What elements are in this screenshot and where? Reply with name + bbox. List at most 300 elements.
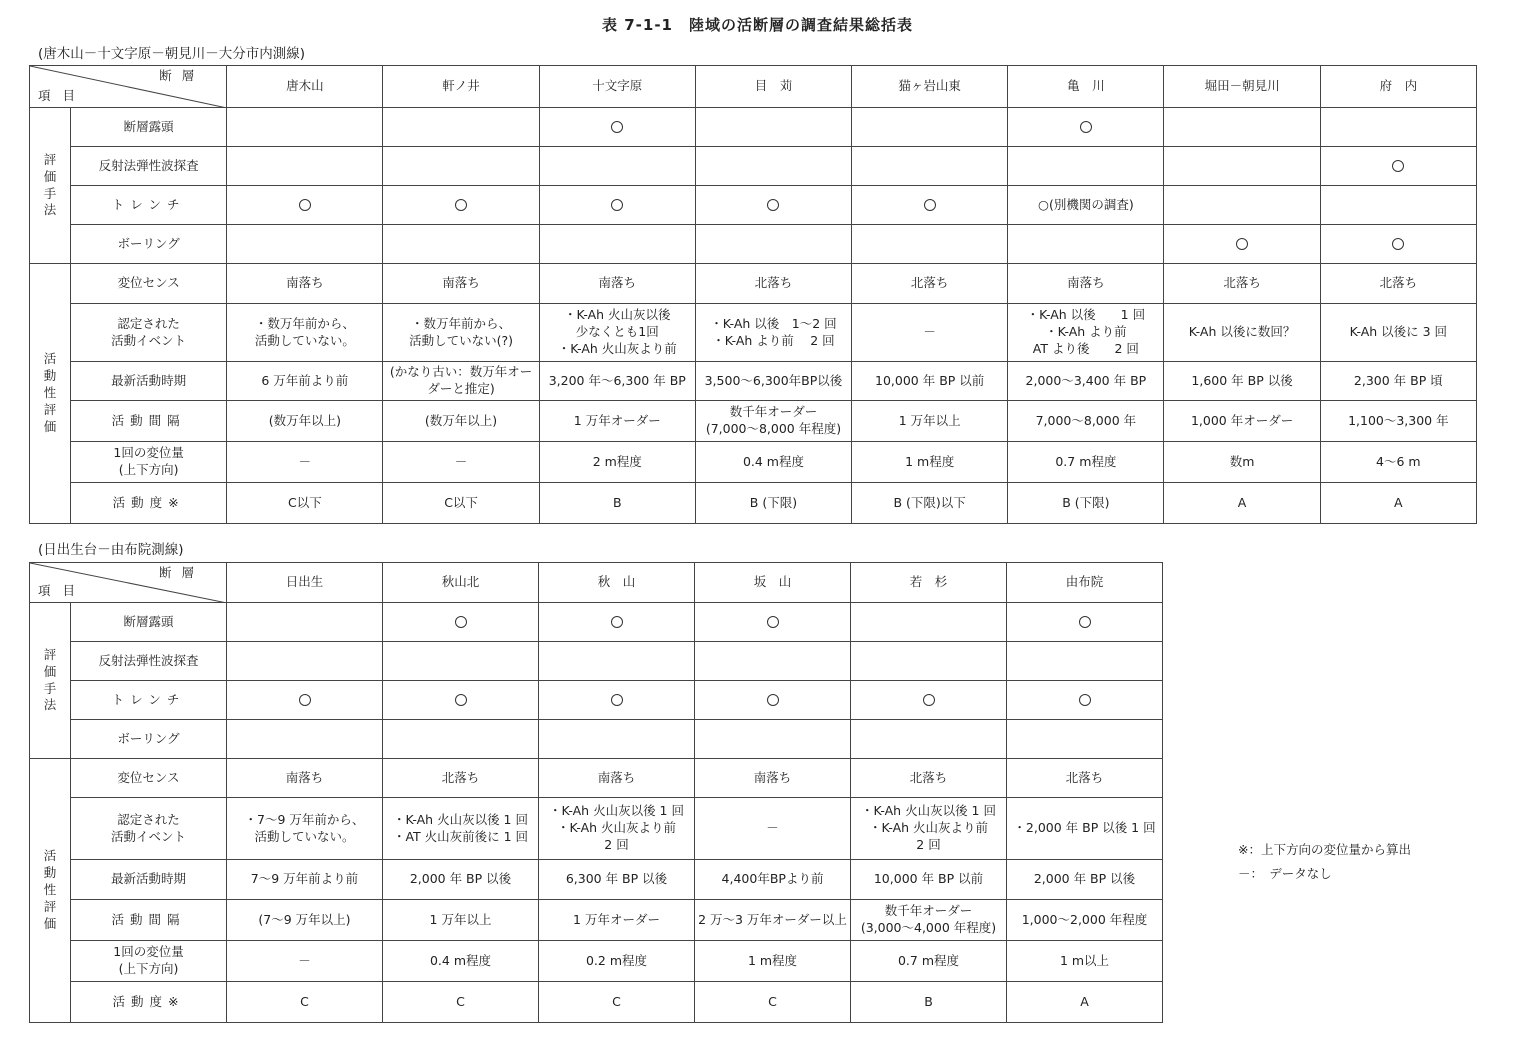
row-label-activity <box>71 982 227 1023</box>
cell-seismic <box>383 147 539 186</box>
cell-displacement <box>1320 442 1476 483</box>
row-label-text: 最新活動時期 <box>111 372 187 388</box>
group-label-text: 活動性評価 <box>43 848 57 931</box>
cell-events <box>539 798 695 860</box>
cell-boring <box>1320 225 1476 264</box>
row-label-seismic <box>71 642 227 681</box>
cell-text: 2,000 年 BP 以後 <box>409 871 512 887</box>
cell-text: A <box>1080 993 1089 1009</box>
row-boring <box>30 720 1163 759</box>
cell-text: 2 m程度 <box>592 453 642 469</box>
cell-text: 数m <box>1229 453 1255 469</box>
cell-text: 1 万年オーダー <box>573 412 661 428</box>
cell-displacement <box>227 941 383 982</box>
cell-activity <box>852 483 1008 524</box>
cell-latest <box>851 860 1007 900</box>
cell-seismic <box>227 642 383 681</box>
fault-header: 若 杉 <box>851 563 1007 603</box>
cell-trench <box>1320 186 1476 225</box>
corner-label-fault: 断層 <box>159 68 205 83</box>
cell-sense <box>383 759 539 798</box>
circle-mark-icon <box>1079 694 1091 706</box>
cell-sense <box>1008 264 1164 304</box>
cell-activity <box>1320 483 1476 524</box>
cell-text: 1,600 年 BP 以後 <box>1191 372 1293 388</box>
row-label-displacement <box>71 442 227 483</box>
cell-text: 0.7 m程度 <box>897 952 960 968</box>
section2-subtitle: (日出生台－由布院測線) <box>38 542 184 558</box>
cell-outcrop <box>1007 603 1163 642</box>
cell-displacement <box>852 442 1008 483</box>
cell-text: A <box>1394 494 1403 510</box>
cell-text: 南落ち <box>1067 275 1105 291</box>
row-label-boring <box>71 720 227 759</box>
cell-seismic <box>383 642 539 681</box>
cell-sense <box>695 759 851 798</box>
row-label-text: 1回の変位量 (上下方向) <box>113 944 184 976</box>
note-line: －： データなし <box>1238 865 1332 881</box>
cell-text: 南落ち <box>286 275 324 291</box>
group-label-text: 評価手法 <box>43 151 57 218</box>
row-label-interval <box>71 401 227 442</box>
cell-interval <box>227 401 383 442</box>
cell-outcrop <box>383 603 539 642</box>
cell-text: 北落ち <box>1223 275 1261 291</box>
cell-sense <box>852 264 1008 304</box>
cell-text: B <box>924 993 933 1009</box>
cell-text: 2 万～3 万年オーダー以上 <box>698 911 847 927</box>
row-label-latest <box>71 860 227 900</box>
cell-latest <box>539 362 695 401</box>
cell-displacement <box>539 442 695 483</box>
row-label-text: 認定された 活動イベント <box>110 811 186 844</box>
row-label-activity <box>71 483 227 524</box>
cell-text: (数万年以上) <box>424 412 498 428</box>
cell-text: ・K-Ah 以後 1～2 回 ・K-Ah より前 2 回 <box>710 315 837 348</box>
cell-seismic <box>1320 147 1476 186</box>
cell-activity <box>383 982 539 1023</box>
cell-seismic <box>695 147 851 186</box>
row-label-text: 活動間隔 <box>111 412 186 428</box>
cell-text: 3,500～6,300年BP以後 <box>704 372 843 388</box>
cell-text: 南落ち <box>753 769 792 785</box>
cell-seismic <box>1008 147 1164 186</box>
cell-seismic <box>851 642 1007 681</box>
cell-interval <box>695 900 851 941</box>
row-trench <box>30 186 1477 225</box>
cell-activity <box>1008 483 1164 524</box>
cell-events <box>1320 304 1476 362</box>
cell-text: (数万年以上) <box>268 412 341 428</box>
circle-mark-icon <box>924 199 936 211</box>
cell-seismic <box>539 147 695 186</box>
cell-displacement <box>851 941 1007 982</box>
circle-mark-icon <box>1392 160 1404 172</box>
group-label-eval_method <box>30 603 71 759</box>
row-label-events <box>71 304 227 362</box>
row-outcrop <box>30 603 1163 642</box>
fault-header: 亀 川 <box>1008 66 1164 108</box>
cell-boring <box>383 225 539 264</box>
row-label-trench <box>71 186 227 225</box>
cell-text: 4～6 m <box>1376 453 1421 469</box>
cell-outcrop <box>1008 108 1164 147</box>
cell-sense <box>1320 264 1476 304</box>
cell-interval <box>852 401 1008 442</box>
cell-text: 1 m以上 <box>1059 952 1110 968</box>
cell-trench <box>227 681 383 720</box>
cell-text: 南落ち <box>285 769 324 785</box>
row-latest <box>30 860 1163 900</box>
cell-text: 南落ち <box>442 275 480 291</box>
cell-trench <box>539 681 695 720</box>
cell-latest <box>383 860 539 900</box>
cell-trench <box>851 681 1007 720</box>
cell-text: 1 万年オーダー <box>573 911 660 927</box>
header-corner-cell <box>30 66 227 108</box>
cell-text: 6,300 年 BP 以後 <box>565 871 668 887</box>
circle-mark-icon <box>611 121 623 133</box>
cell-text: － <box>298 453 312 469</box>
cell-boring <box>539 225 695 264</box>
cell-events <box>383 304 539 362</box>
row-interval <box>30 900 1163 941</box>
row-label-text: 認定された 活動イベント <box>111 315 187 348</box>
cell-text: 北落ち <box>909 769 948 785</box>
cell-text: 1 m程度 <box>905 453 955 469</box>
cell-text: B <box>612 494 622 510</box>
cell-sense <box>695 264 851 304</box>
cell-text: 7～9 万年前より前 <box>250 871 359 887</box>
cell-sense <box>539 264 695 304</box>
row-outcrop <box>30 108 1477 147</box>
row-label-text: 活動度※ <box>112 494 185 510</box>
cell-text: 1 万年以上 <box>898 412 961 428</box>
cell-seismic <box>1007 642 1163 681</box>
row-label-text: 活動度※ <box>112 993 185 1009</box>
fault-header: 目 苅 <box>695 66 851 108</box>
fault-header: 軒ノ井 <box>383 66 539 108</box>
cell-displacement <box>539 941 695 982</box>
page-title: 表 7-1-1 陸域の活断層の調査結果総括表 <box>602 16 913 34</box>
cell-text: 10,000 年 BP 以前 <box>875 372 985 388</box>
row-label-text: 反射法弾性波探査 <box>98 157 199 173</box>
row-label-text: 断層露頭 <box>123 118 174 134</box>
note-line: ※：上下方向の変位量から算出 <box>1238 842 1411 857</box>
fault-header: 十文字原 <box>539 66 695 108</box>
cell-text: 0.7 m程度 <box>1055 453 1117 469</box>
row-label-sense <box>71 264 227 304</box>
cell-events <box>851 798 1007 860</box>
row-label-seismic <box>71 147 227 186</box>
cell-text: B (下限)以下 <box>893 494 966 510</box>
cell-text: 北落ち <box>1065 769 1104 785</box>
cell-latest <box>1007 860 1163 900</box>
cell-events <box>695 798 851 860</box>
cell-latest <box>852 362 1008 401</box>
row-label-text: 変位センス <box>117 769 180 785</box>
row-displacement <box>30 941 1163 982</box>
cell-text: 10,000 年 BP 以前 <box>873 871 984 887</box>
circle-mark-icon <box>1236 238 1248 250</box>
cell-outcrop <box>227 108 383 147</box>
circle-mark-icon <box>611 694 623 706</box>
cell-latest <box>1008 362 1164 401</box>
cell-interval <box>383 900 539 941</box>
cell-outcrop <box>1164 108 1320 147</box>
cell-text: 4,400年BPより前 <box>721 871 824 887</box>
cell-displacement <box>383 442 539 483</box>
cell-text: － <box>923 324 936 340</box>
cell-boring <box>539 720 695 759</box>
row-events <box>30 798 1163 860</box>
cell-displacement <box>383 941 539 982</box>
row-boring <box>30 225 1477 264</box>
cell-text: C <box>456 993 465 1009</box>
cell-boring <box>227 225 383 264</box>
row-label-text: トレンチ <box>111 196 186 212</box>
circle-mark-icon <box>455 616 467 628</box>
cell-interval <box>1008 401 1164 442</box>
circle-mark-icon <box>767 616 779 628</box>
cell-text: ・K-Ah 火山灰以後 少なくとも1回 ・K-Ah 火山灰より前 <box>557 307 677 356</box>
cell-events <box>852 304 1008 362</box>
row-label-outcrop <box>71 603 227 642</box>
cell-boring <box>852 225 1008 264</box>
cell-seismic <box>539 642 695 681</box>
cell-latest <box>1320 362 1476 401</box>
cell-text: 北落ち <box>910 275 949 291</box>
section2-table <box>29 562 1163 1023</box>
row-label-latest <box>71 362 227 401</box>
cell-text: 0.4 m程度 <box>742 453 804 469</box>
cell-trench <box>1007 681 1163 720</box>
cell-text: － <box>298 952 311 968</box>
cell-text: 北落ち <box>441 769 480 785</box>
circle-mark-icon <box>767 694 779 706</box>
cell-interval <box>1164 401 1320 442</box>
cell-outcrop <box>539 108 695 147</box>
row-label-displacement <box>71 941 227 982</box>
cell-text: ○(別機関の調査) <box>1038 196 1134 212</box>
circle-mark-icon <box>455 694 467 706</box>
cell-text: (7～9 万年以上) <box>258 911 351 927</box>
cell-text: C以下 <box>287 494 322 510</box>
cell-activity <box>1164 483 1320 524</box>
cell-text: 3,200 年～6,300 年 BP <box>548 372 686 388</box>
section1-table <box>29 65 1477 524</box>
cell-latest <box>539 860 695 900</box>
cell-activity <box>695 982 851 1023</box>
row-label-trench <box>71 681 227 720</box>
cell-seismic <box>1164 147 1320 186</box>
fault-header: 日出生 <box>227 563 383 603</box>
cell-outcrop <box>227 603 383 642</box>
fault-header: 坂 山 <box>695 563 851 603</box>
cell-interval <box>1320 401 1476 442</box>
cell-boring <box>695 720 851 759</box>
cell-text: B (下限) <box>749 494 798 510</box>
cell-outcrop <box>539 603 695 642</box>
cell-interval <box>695 401 851 442</box>
corner-label-fault: 断層 <box>158 565 204 580</box>
cell-events <box>1008 304 1164 362</box>
circle-mark-icon <box>1079 616 1091 628</box>
cell-text: 0.4 m程度 <box>429 952 492 968</box>
cell-displacement <box>1007 941 1163 982</box>
circle-mark-icon <box>923 694 935 706</box>
row-label-text: 変位センス <box>117 275 180 291</box>
cell-boring <box>1164 225 1320 264</box>
cell-text: ・数万年前から、 活動していない。 <box>254 315 355 348</box>
notes <box>1238 838 1411 886</box>
cell-text: A <box>1237 494 1247 510</box>
cell-text: 南落ち <box>598 275 637 291</box>
cell-text: C <box>768 993 777 1009</box>
cell-text: 1,100～3,300 年 <box>1348 412 1449 428</box>
cell-activity <box>851 982 1007 1023</box>
group-label-activity_eval <box>30 264 71 524</box>
row-displacement <box>30 442 1477 483</box>
row-sense <box>30 759 1163 798</box>
cell-seismic <box>695 642 851 681</box>
cell-trench <box>852 186 1008 225</box>
row-label-text: 反射法弾性波探査 <box>98 652 199 668</box>
cell-text: C以下 <box>444 494 478 510</box>
row-trench <box>30 681 1163 720</box>
circle-mark-icon <box>767 199 779 211</box>
cell-activity <box>1007 982 1163 1023</box>
fault-header: 唐木山 <box>227 66 383 108</box>
cell-displacement <box>1008 442 1164 483</box>
cell-latest <box>695 860 851 900</box>
corner-label-item: 項目 <box>38 583 88 599</box>
cell-displacement <box>695 941 851 982</box>
fault-header: 府 内 <box>1320 66 1476 108</box>
header-corner-cell <box>30 563 227 603</box>
cell-boring <box>1007 720 1163 759</box>
cell-text: － <box>766 820 779 836</box>
cell-latest <box>227 860 383 900</box>
cell-text: ・K-Ah 以後 1 回 ・K-Ah より前 AT より後 2 回 <box>1026 307 1146 356</box>
fault-header: 秋山北 <box>383 563 539 603</box>
cell-text: 1,000～2,000 年程度 <box>1021 911 1148 927</box>
group-label-activity_eval <box>30 759 71 1023</box>
cell-sense <box>227 759 383 798</box>
circle-mark-icon <box>611 199 623 211</box>
cell-events <box>227 798 383 860</box>
row-label-sense <box>71 759 227 798</box>
cell-text: K-Ah 以後に 3 回 <box>1349 324 1448 340</box>
cell-text: 北落ち <box>1379 275 1418 291</box>
cell-outcrop <box>695 603 851 642</box>
cell-interval <box>539 900 695 941</box>
cell-text: 2,000～3,400 年 BP <box>1025 372 1147 388</box>
cell-activity <box>695 483 851 524</box>
cell-sense <box>1164 264 1320 304</box>
cell-activity <box>227 483 383 524</box>
cell-text: (かなり古い：数万年オーダーと推定) <box>389 364 533 396</box>
cell-text: C <box>612 993 621 1009</box>
cell-displacement <box>227 442 383 483</box>
fault-header: 猫ヶ岩山東 <box>852 66 1008 108</box>
row-label-text: ボーリング <box>117 730 180 746</box>
circle-mark-icon <box>611 616 623 628</box>
cell-trench <box>1164 186 1320 225</box>
row-activity <box>30 483 1477 524</box>
circle-mark-icon <box>1080 121 1092 133</box>
cell-text: K-Ah 以後に数回？ <box>1188 324 1296 340</box>
cell-text: ・数万年前から、 活動していない(?) <box>409 315 513 348</box>
cell-interval <box>539 401 695 442</box>
cell-text: 1 m程度 <box>747 952 798 968</box>
cell-seismic <box>227 147 383 186</box>
row-interval <box>30 401 1477 442</box>
cell-boring <box>695 225 851 264</box>
cell-activity <box>227 982 383 1023</box>
circle-mark-icon <box>299 694 311 706</box>
cell-text: ・K-Ah 火山灰以後 1 回 ・K-Ah 火山灰より前 2 回 <box>861 803 996 852</box>
cell-trench <box>695 681 851 720</box>
cell-trench <box>227 186 383 225</box>
cell-text: B (下限) <box>1062 494 1110 510</box>
cell-sense <box>1007 759 1163 798</box>
circle-mark-icon <box>299 199 311 211</box>
cell-trench <box>383 186 539 225</box>
cell-boring <box>227 720 383 759</box>
cell-trench <box>695 186 851 225</box>
cell-latest <box>227 362 383 401</box>
cell-text: C <box>300 993 309 1009</box>
cell-events <box>695 304 851 362</box>
cell-events <box>1007 798 1163 860</box>
cell-outcrop <box>1320 108 1476 147</box>
cell-text: 1 万年以上 <box>429 911 492 927</box>
cell-activity <box>383 483 539 524</box>
cell-displacement <box>695 442 851 483</box>
group-label-text: 評価手法 <box>43 646 57 713</box>
cell-latest <box>1164 362 1320 401</box>
cell-trench <box>383 681 539 720</box>
row-label-interval <box>71 900 227 941</box>
cell-text: － <box>454 453 468 469</box>
group-label-text: 活動性評価 <box>43 351 57 434</box>
row-label-events <box>71 798 227 860</box>
cell-text: 数千年オーダー (7,000～8,000 年程度) <box>705 404 842 436</box>
cell-interval <box>1007 900 1163 941</box>
cell-text: 7,000～8,000 年 <box>1035 412 1137 428</box>
cell-boring <box>851 720 1007 759</box>
cell-events <box>539 304 695 362</box>
cell-trench <box>539 186 695 225</box>
cell-sense <box>851 759 1007 798</box>
row-events <box>30 304 1477 362</box>
cell-displacement <box>1164 442 1320 483</box>
row-label-text: 1回の変位量 (上下方向) <box>113 445 184 477</box>
cell-text: 6 万年前より前 <box>261 372 349 388</box>
cell-text: 1,000 年オーダー <box>1190 412 1294 428</box>
cell-sense <box>539 759 695 798</box>
row-label-text: 最新活動時期 <box>110 871 186 887</box>
cell-text: 0.2 m程度 <box>585 952 648 968</box>
group-label-eval_method <box>30 108 71 264</box>
row-label-text: 断層露頭 <box>123 613 174 629</box>
row-seismic <box>30 147 1477 186</box>
cell-outcrop <box>851 603 1007 642</box>
row-label-text: トレンチ <box>111 691 186 707</box>
cell-text: ・2,000 年 BP 以後 1 回 <box>1013 820 1156 836</box>
cell-text: ・7～9 万年前から、 活動していない。 <box>244 811 365 844</box>
